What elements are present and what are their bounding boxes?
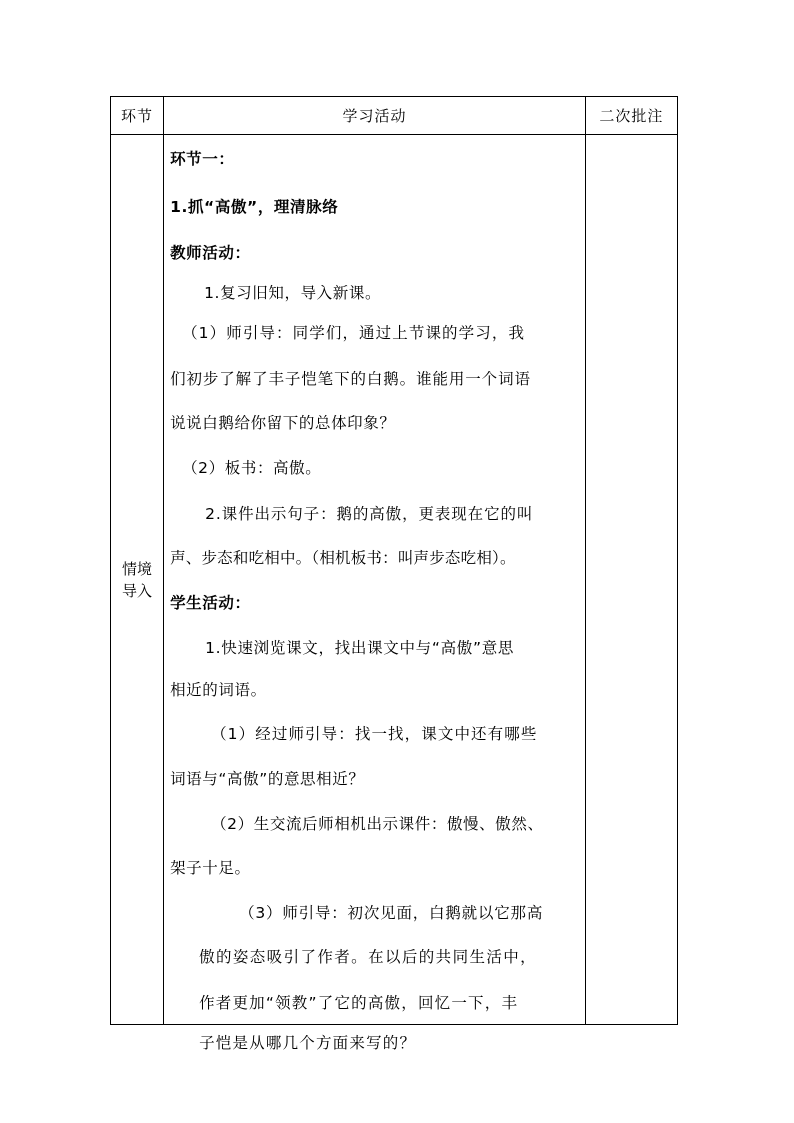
activity-line: 1.复习旧知，导入新课。 bbox=[204, 284, 382, 302]
section-heading: 环节一： bbox=[170, 150, 235, 168]
activity-content bbox=[164, 135, 585, 1052]
header-stage: 环节 bbox=[111, 97, 164, 135]
teacher-activity-heading: 教师活动： bbox=[170, 244, 251, 262]
stage-cell bbox=[111, 135, 164, 1025]
activity-line: 作者更加“领教”了它的高傲，回忆一下，丰 bbox=[199, 994, 519, 1012]
stage-label-line-2: 导入 bbox=[122, 581, 153, 600]
activity-line: 子恺是从哪几个方面来写的？ bbox=[199, 1034, 417, 1052]
activity-line: 们初步了解了丰子恺笔下的白鹅。谁能用一个词语 bbox=[170, 370, 531, 388]
activity-line: （2）板书：高傲。 bbox=[182, 459, 322, 477]
activity-line: 傲的姿态吸引了作者。在以后的共同生活中， bbox=[199, 948, 538, 966]
activity-cell bbox=[164, 135, 586, 1052]
activity-line: 词语与“高傲”的意思相近？ bbox=[170, 770, 365, 788]
lesson-table bbox=[110, 96, 678, 1052]
activity-line: （1）经过师引导：找一找，课文中还有哪些 bbox=[211, 725, 538, 743]
header-annotation: 二次批注 bbox=[585, 97, 677, 135]
stage-label-line-1: 情境 bbox=[122, 559, 153, 578]
activity-line: （3）师引导：初次见面，白鹅就以它那高 bbox=[239, 904, 544, 922]
header-row bbox=[111, 97, 678, 135]
activity-line: 2.课件出示句子：鹅的高傲，更表现在它的叫 bbox=[205, 505, 534, 523]
annotation-cell bbox=[585, 135, 677, 1025]
activity-line: （2）生交流后师相机出示课件：傲慢、傲然、 bbox=[211, 815, 544, 833]
activity-line: 声、步态和吃相中。（相机板书：叫声步态吃相）。 bbox=[170, 549, 516, 567]
activity-line: 架子十足。 bbox=[170, 859, 251, 877]
activity-line: 说说白鹅给你留下的总体印象？ bbox=[170, 414, 396, 432]
student-activity-heading: 学生活动： bbox=[170, 594, 251, 612]
activity-line: 1.快速浏览课文，找出课文中与“高傲”意思 bbox=[205, 639, 515, 657]
header-activity: 学习活动 bbox=[164, 97, 586, 135]
activity-line: 相近的词语。 bbox=[170, 681, 267, 699]
activity-line: （1）师引导：同学们，通过上节课的学习，我 bbox=[182, 324, 526, 342]
task-heading: 1.抓“高傲”，理清脉络 bbox=[170, 198, 339, 216]
content-row bbox=[111, 135, 678, 1025]
